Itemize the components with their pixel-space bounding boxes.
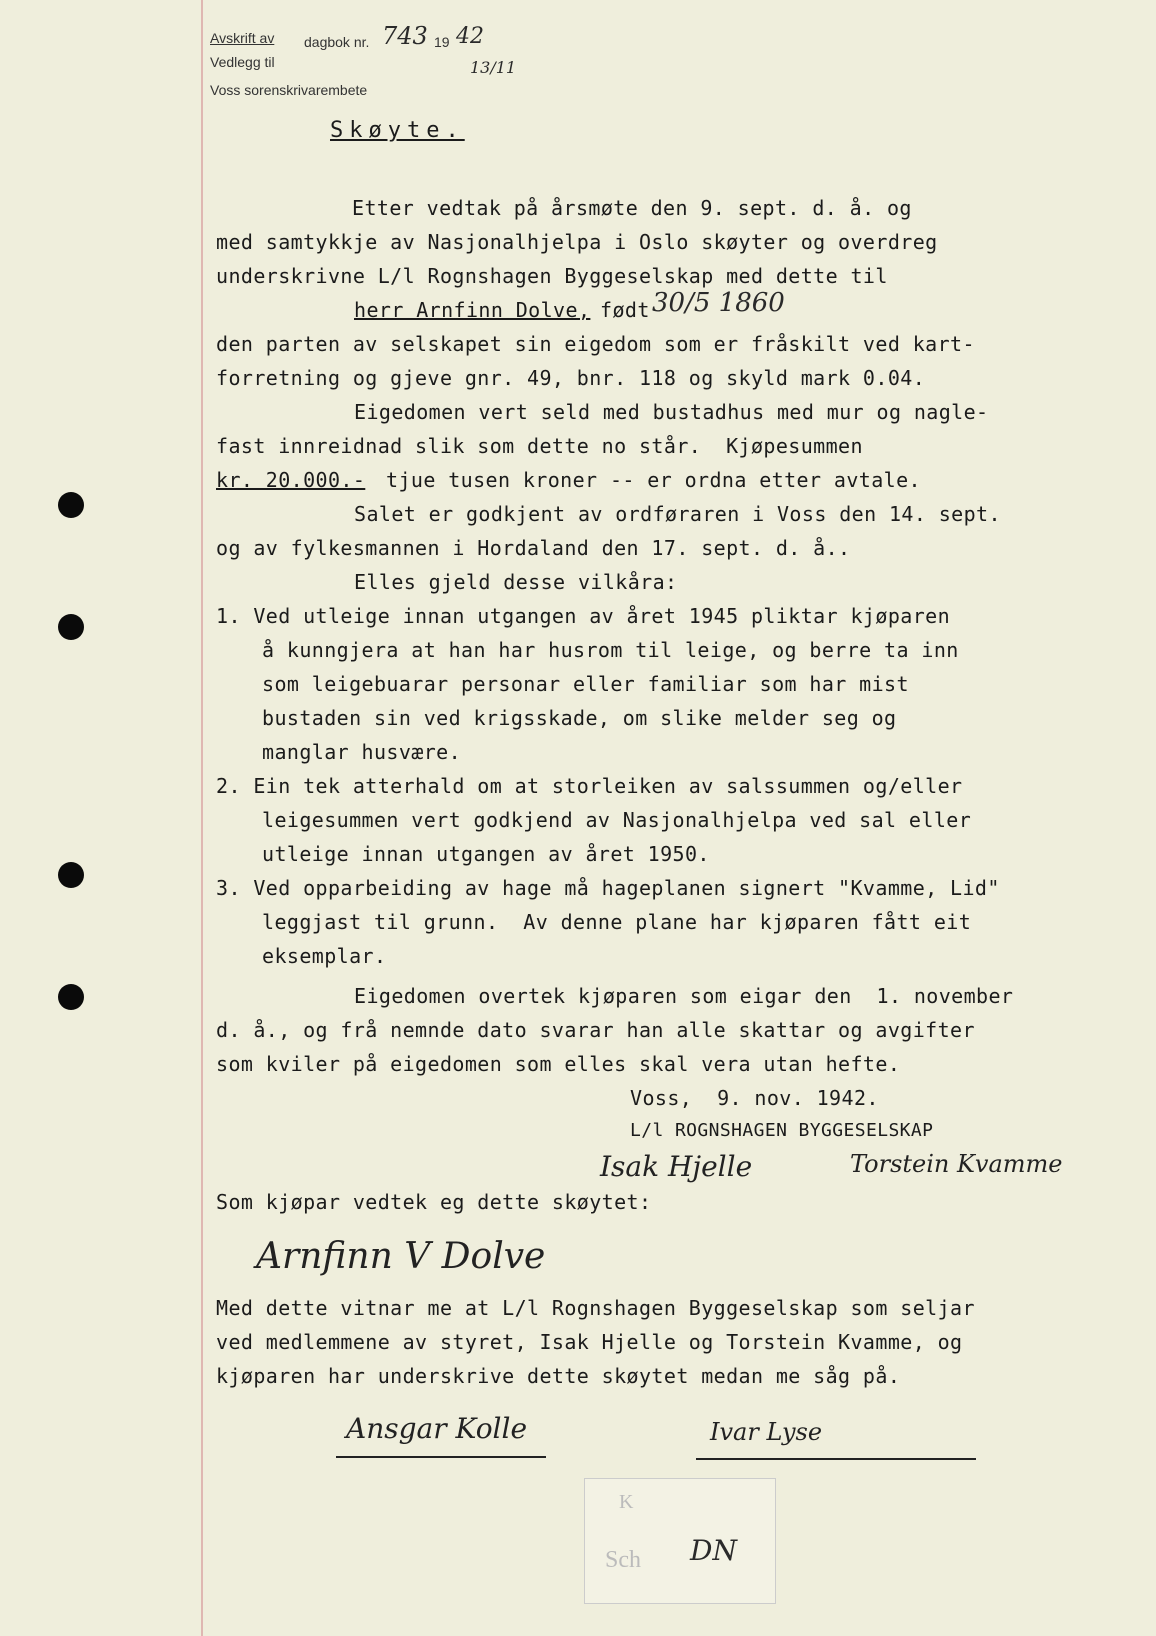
dagbok-year: 42 [456,24,484,49]
punch-hole [58,492,84,518]
condition-line: bustaden sin ved krigsskade, om slike melder seg og [262,706,897,730]
condition-line: som leigebuarar personar eller familiar som har mist [262,672,909,696]
signature-hjelle: Isak Hjelle [600,1150,753,1183]
stamp-vedlegg: Vedlegg til [210,54,275,70]
condition-line: leggjast til grunn. Av denne plane har kjøparen fått eit [262,910,972,934]
body-line: Elles gjeld desse vilkåra: [354,570,678,594]
condition-line: 3. Ved opparbeiding av hage må hageplanen signert "Kvamme, Lid" [216,876,1000,900]
company-name: L/l ROGNSHAGEN BYGGESELSKAP [630,1120,934,1141]
birth-date: 30/5 1860 [652,288,785,318]
condition-line: leigesummen vert godkjend av Nasjonalhjelpa ved sal eller [262,808,972,832]
witness-line: Med dette vitnar me at L/l Rognshagen Byggeselskap som seljar [216,1296,975,1320]
body-line: med samtykkje av Nasjonalhjelpa i Oslo skøyter og overdreg [216,230,938,254]
punch-hole [58,984,84,1010]
body-line: d. å., og frå nemnde dato svarar han alle skattar og avgifter [216,1018,975,1042]
registration-box [584,1478,776,1604]
document-title: Skøyte. [330,118,465,143]
body-line: født [600,298,650,322]
margin-rule [201,0,203,1636]
place-date: Voss, 9. nov. 1942. [630,1086,879,1110]
initials: DN [690,1534,737,1567]
condition-line: 2. Ein tek atterhald om at storleiken av salssummen og/eller [216,774,963,798]
stamp-19: 19 [434,34,450,50]
signature-underline [696,1458,976,1460]
registration-date: 13/11 [470,58,517,77]
signature-buyer: Arnfinn V Dolve [256,1236,546,1277]
body-line: fast innreidnad slik som dette no står. Kjøpesummen [216,434,863,458]
condition-line: 1. Ved utleige innan utgangen av året 1945 pliktar kjøparen [216,604,951,628]
body-line: og av fylkesmannen i Hordaland den 17. sept. d. å.. [216,536,851,560]
purchase-amount: kr. 20.000.- [216,468,366,492]
signature-underline [336,1456,546,1458]
body-line: tjue tusen kroner -- er ordna etter avtale. [386,468,921,492]
signature-witness1: Ansgar Kolle [346,1412,528,1445]
punch-hole [58,862,84,888]
body-line: som kviler på eigedomen som elles skal vera utan hefte. [216,1052,901,1076]
buyer-acceptance: Som kjøpar vedtek eg dette skøytet: [216,1190,652,1214]
buyer-name: herr Arnfinn Dolve, [354,298,591,322]
condition-line: utleige innan utgangen av året 1950. [262,842,710,866]
stamp-avskrift: Avskrift av [210,30,275,46]
body-line: underskrivne L/l Rognshagen Byggeselskap med dette til [216,264,888,288]
body-line: Eigedomen vert seld med bustadhus med mur og nagle- [354,400,989,424]
body-line: Etter vedtak på årsmøte den 9. sept. d. å. og [352,196,912,220]
stamp-office: Voss sorenskrivarembete [210,82,368,98]
box-k: K [619,1491,634,1513]
signature-kvamme: Torstein Kvamme [850,1150,1063,1178]
punch-hole [58,614,84,640]
body-line: forretning og gjeve gnr. 49, bnr. 118 og skyld mark 0.04. [216,366,926,390]
witness-line: kjøparen har underskrive dette skøytet medan me såg på. [216,1364,901,1388]
witness-line: ved medlemmene av styret, Isak Hjelle og Torstein Kvamme, og [216,1330,963,1354]
body-line: Eigedomen overtek kjøparen som eigar den 1. november [354,984,1014,1008]
dagbok-number: 743 [382,22,428,50]
condition-line: manglar husvære. [262,740,462,764]
body-line: Salet er godkjent av ordføraren i Voss den 14. sept. [354,502,1001,526]
stamp-dagbok: dagbok nr. [304,34,370,50]
condition-line: eksemplar. [262,944,387,968]
condition-line: å kunngjera at han har husrom til leige, og berre ta inn [262,638,959,662]
signature-witness2: Ivar Lyse [710,1418,823,1446]
box-sch: Sch [605,1547,641,1573]
body-line: den parten av selskapet sin eigedom som er fråskilt ved kart- [216,332,975,356]
